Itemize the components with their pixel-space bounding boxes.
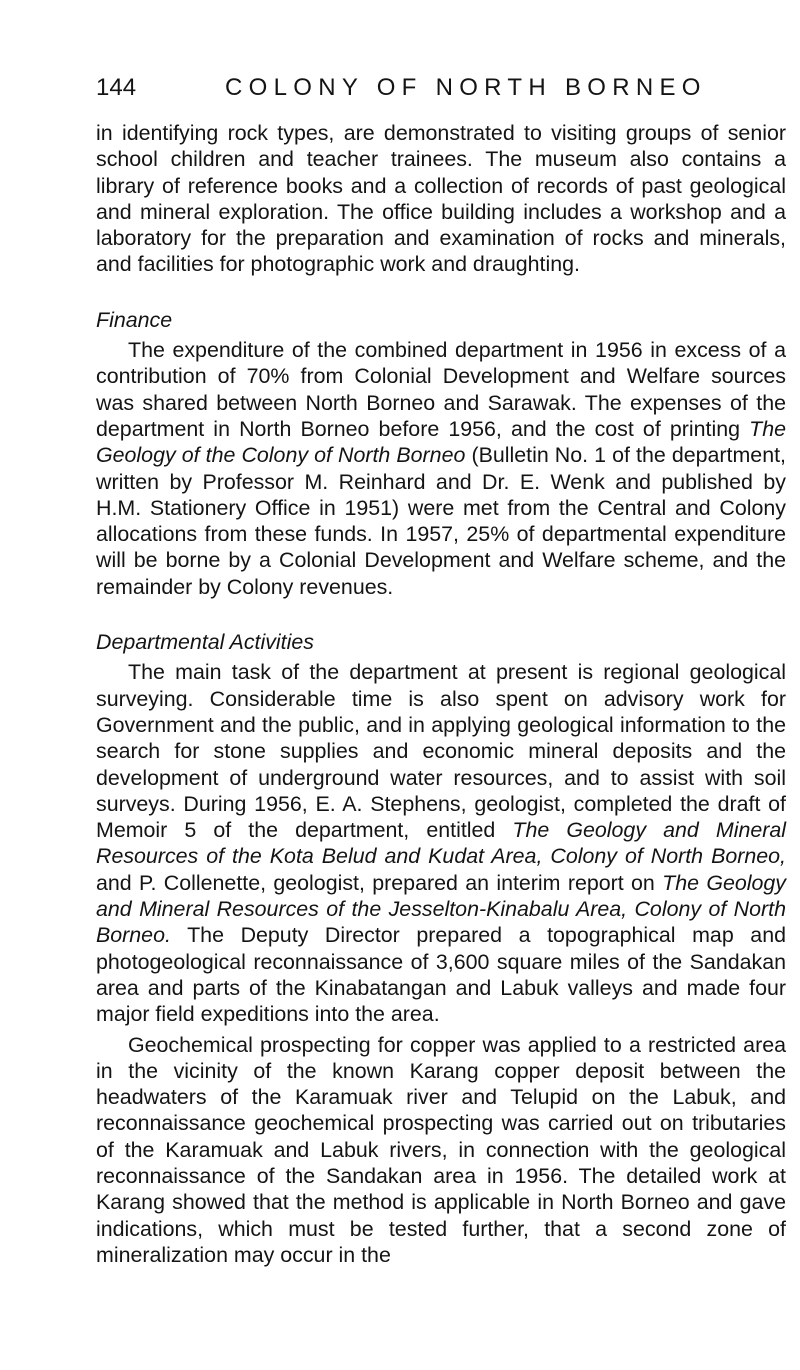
activities-text-1: The main task of the department at present is regional geological surveying. Considerable time is also spent on advisory work for Government and the public, and in applying geological information to the search for stone supplies and economic mineral deposits and the development of underground water resources, and to assist with soil surveys. During 1956, E. A. Stephens, geologist, completed the draft of Memoir 5 of the department, entitled <box>96 660 786 843</box>
page-number: 144 <box>96 74 137 101</box>
finance-text-1: The expenditure of the combined department in 1956 in excess of a contribution of 70% from Colonial Development and Welfare sources was shared between North Borneo and Sarawak. The expenses of the department in North Borneo before 1956, and the cost of printing <box>96 338 786 441</box>
finance-bulletin-title: The Geology of the Colony of North Borneo <box>96 416 786 468</box>
activities-text-3: The Deputy Director prepared a topographical map and photogeological reconnaissance of 3,600 square miles of the Sandakan area and parts of the Kinabatangan and Labuk valleys and made four major field expeditions into the area. <box>96 923 786 1027</box>
report-title-jesselton: The Geology and Mineral Resources of the Jesselton-Kinabalu Area, Colony of North Borneo. <box>96 870 786 948</box>
activities-heading: Departmental Activities <box>96 630 314 655</box>
running-title: COLONY OF NORTH BORNEO <box>225 74 707 101</box>
intro-paragraph: in identifying rock types, are demonstrated to visiting groups of senior school children and teacher trainees. The museum also contains a library of reference books and a collection of records of past geological and mineral exploration. The office building includes a workshop and a laboratory for the preparation and examination of rocks and minerals, and facilities for photographic work and draughting. <box>96 121 786 277</box>
finance-text-2: (Bulletin No. 1 of the department, written by Professor M. Reinhard and Dr. E. Wenk and published by H.M. Stationery Office in 1951) were met from the Central and Colony allocations from these funds. In 1957, 25% of departmental expenditure will be borne by a Colonial Development and Welfare scheme, and the remainder by Colony revenues. <box>96 443 786 599</box>
body-text <box>96 120 786 1268</box>
finance-heading: Finance <box>96 307 173 332</box>
activities-text-2: and P. Collenette, geologist, prepared an interim report on <box>96 870 663 895</box>
memoir-title-kota-belud: The Geology and Mineral Resources of the Kota Belud and Kudat Area, Colony of North Borneo, <box>96 818 787 869</box>
activities-paragraph-2: Geochemical prospecting for copper was applied to a restricted area in the vicinity of the known Karang copper deposit between the headwaters of the Karamuak river and Telupid on the Labuk, and reconnaissance geochemical prospecting was carried out on tributaries of the Karamuak and Labuk rivers, in connection with the geological reconnaissance of the Sandakan area in 1956. The detailed work at Karang showed that the method is applicable in North Borneo and gave indications, which must be tested further, that a second zone of mineralization may occur in the <box>96 1032 786 1267</box>
finance-paragraph <box>96 337 786 600</box>
activities-paragraph-1 <box>96 659 786 1027</box>
running-header <box>96 68 736 108</box>
